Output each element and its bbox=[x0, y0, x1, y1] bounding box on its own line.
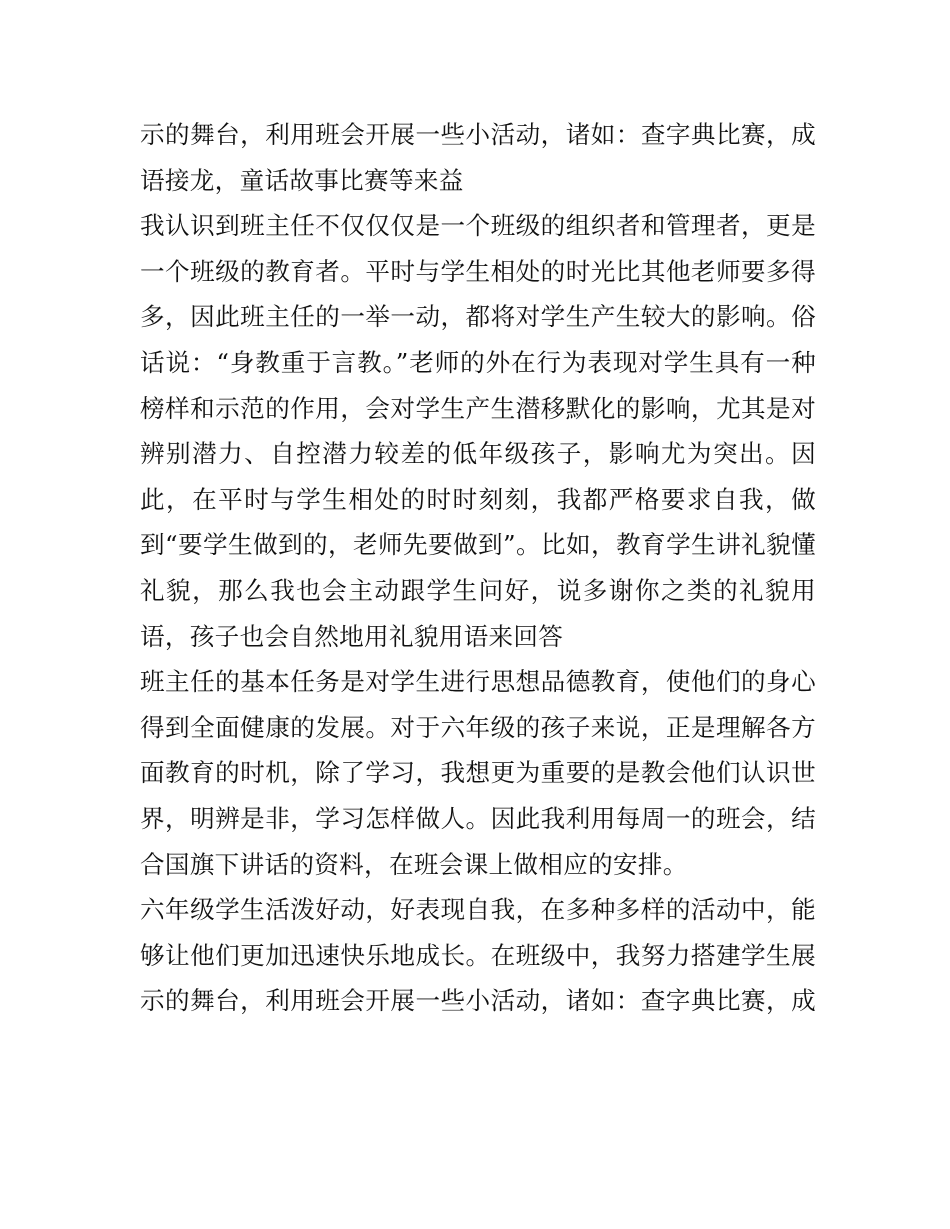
document-body bbox=[140, 112, 816, 1024]
text-line: 示的舞台，利用班会开展一些小活动，诸如：查字典比赛，成 bbox=[140, 120, 816, 149]
text-line: 榜样和示范的作用，会对学生产生潜移默化的影响，尤其是对 bbox=[140, 393, 816, 423]
text-line: 多，因此班主任的一举一动，都将对学生产生较大的影响。俗 bbox=[140, 302, 816, 332]
text-line: 此，在平时与学生相处的时时刻刻，我都严格要求自我，做 bbox=[140, 484, 816, 514]
text-line: 合国旗下讲话的资料，在班会课上做相应的安排。 bbox=[140, 849, 688, 879]
text-line: 得到全面健康的发展。对于六年级的孩子来说，正是理解各方 bbox=[140, 712, 816, 742]
text-line: 辨别潜力、自控潜力较差的低年级孩子，影响尤为突出。因 bbox=[140, 439, 816, 469]
text-line: 面教育的时机，除了学习，我想更为重要的是教会他们认识世 bbox=[140, 758, 816, 788]
paragraph bbox=[140, 887, 816, 1024]
text-line: 够让他们更加迅速快乐地成长。在班级中，我努力搭建学生展 bbox=[140, 940, 816, 970]
text-line: 班主任的基本任务是对学生进行思想品德教育，使他们的身心 bbox=[140, 667, 816, 697]
paragraph bbox=[140, 659, 816, 887]
text-line: 话说：“身教重于言教。”老师的外在行为表现对学生具有一种 bbox=[140, 347, 816, 377]
text-line: 到“要学生做到的，老师先要做到”。比如，教育学生讲礼貌懂 bbox=[140, 530, 816, 560]
paragraph bbox=[140, 112, 816, 203]
text-line: 语，孩子也会自然地用礼貌用语来回答 bbox=[140, 621, 564, 651]
paragraph bbox=[140, 203, 816, 659]
text-line: 礼貌，那么我也会主动跟学生问好，说多谢你之类的礼貌用 bbox=[140, 575, 816, 605]
text-line: 一个班级的教育者。平时与学生相处的时光比其他老师要多得 bbox=[140, 256, 816, 286]
text-line: 界，明辨是非，学习怎样做人。因此我利用每周一的班会，结 bbox=[140, 803, 816, 833]
text-line: 六年级学生活泼好动，好表现自我，在多种多样的活动中，能 bbox=[140, 895, 816, 925]
text-line: 示的舞台，利用班会开展一些小活动，诸如：查字典比赛，成 bbox=[140, 986, 816, 1016]
text-line: 我认识到班主任不仅仅仅是一个班级的组织者和管理者，更是 bbox=[140, 211, 816, 241]
text-line: 语接龙，童话故事比赛等来益 bbox=[140, 165, 464, 195]
